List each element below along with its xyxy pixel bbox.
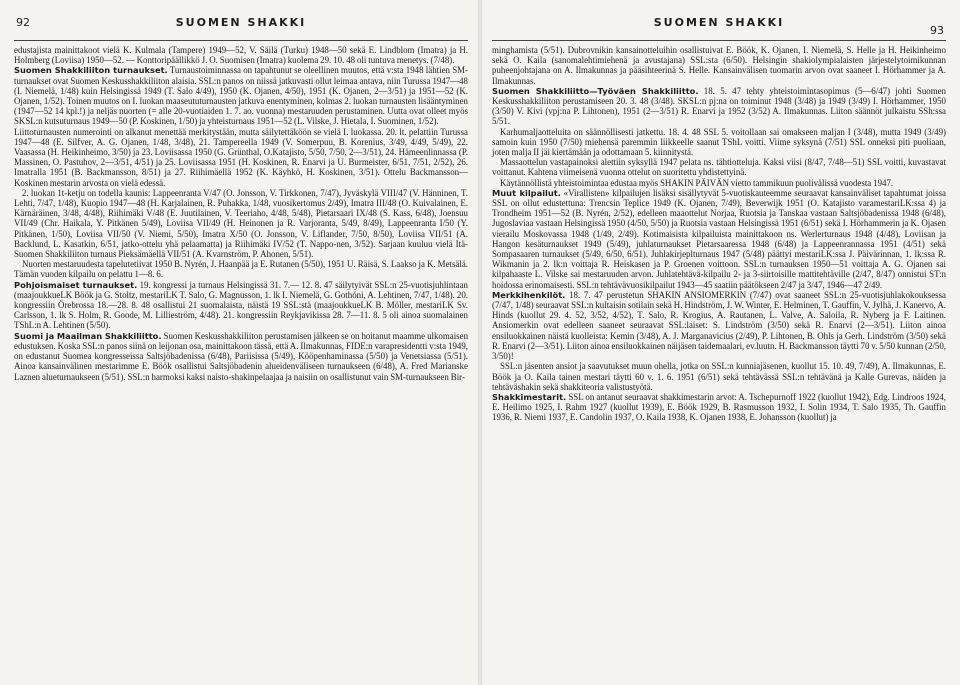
paragraph-text: minghamista (5/51). Dubrovnikin kansainotteluihin osallistuivat E. Böök, K. Ojanen, I. Niemelä, S. Helle ja H. Heikinheimo sekä O. Kaila (sanomalehtimiehenä ja avustajana) SSL:sta (6/50). Helsingin shakiolympialaisten järjestelytoimikunnan puheenjohtajana on A. Ilmakunnas ja pääsihteerinä S. Helle. Kansainvälisen tuomarin arvon ovat saaneet I. Hörhammer ja A. Ilmakunnas. (492, 45, 946, 86)
running-head: SUOMEN SHAKKI (653, 16, 785, 29)
paragraph (14, 65, 468, 126)
right-page (482, 0, 960, 685)
paragraph-text: edustajista mainittakoot vielä K. Kulmala (Tampere) 1949—52, V. Säilä (Turku) 1948—50 sekä E. Lindblom (Imatra) ja H. Holmberg (Loviisa) 1950—52. — Konttoripäällikkö J. O. Suomisen (Imatra) kuolema 29. 10. 48 oli tuntuva menetys. (7/48). (14, 45, 468, 66)
paragraph-text: 18. 7. 47 perustetun SHAKIN ANSIOMERKIN (7/47) ovat saaneet SSL:n 25-vuotisjuhlakokouksessa (7/47, 1/48) seuraavat SSL:n kultaisin sotilain sekä H. Hindström, J. W. Winter, E. Helminen, T. Gauffin, V. Jylhä, J. Kanervo, A. Hinds (kuollut 29. 4. 52, 3/52, 4/52), T. Salo, R. Krogius, A. Rautanen, L. Valve, A. Saloila, R. Nyberg ja F. Laitinen. Ansiomerkin ovat edelleen saaneet seuraavat SSL:laiset: S. Lindström (3/50) sekä R. Enarvi (2—3/51). Liiton ainoa ensiluokkainen näistä kuolleista: Kemin (3/48), A. J. Marganavicius (2/49), P. Lihtonen, B. Ohls ja Gerh. Lindström (3/50) sekä R. Enarvi (2—3/51). Liiton ainoa ensiluokkainen näijäsen taidemaalari, ev.luutn. H. Backmansson täytti 70 v. 5/50 kunnan (2/50, 3/50)! (492, 289, 946, 362)
page-number: 93 (930, 24, 944, 37)
paragraph (492, 86, 946, 127)
left-page (0, 0, 478, 685)
section-heading: Pohjoismaiset turnaukset. (14, 279, 138, 290)
section-heading: Suomen Shakkiliitto—Työväen Shakkiliitto. (492, 85, 699, 96)
section-heading: Suomi ja Maailman Shakkiliitto. (14, 330, 162, 341)
paragraph (14, 280, 468, 331)
paragraph (14, 188, 468, 259)
paragraph (492, 127, 946, 158)
paragraph (492, 157, 946, 177)
running-head: SUOMEN SHAKKI (175, 16, 307, 29)
paragraph (492, 45, 946, 86)
paragraph-text: Nuorten mestaruudesta tapelutetiivat 1950 B. Nyrén, J. Haanpää ja E. Rutanen (5/50), 1951 U. Räisä, S. Laakso ja K. Metsälä. Tämän vuoden kilpailu on pelattu 1—8. 6. (14, 259, 468, 280)
paragraph-text: Käytännöllistä yhteistoimintaa edustaa myös SHAKIN PÄIVÄN vietto tammikuun puolivälissä vuodesta 1947. (500, 177, 894, 188)
left-page-header (14, 14, 468, 40)
paragraph (14, 331, 468, 382)
paragraph-text: Suomen Keskusshakkiliiton perustamisen jälkeen se on hoitanut maamme ulkomaisen edustuksen. Koska SSL:n panos siinä on leijonan osa, mainittakoon tässä, että A. Ilmakunnas, FIDE:n varapresidentti v:sta 1949, on edustanut Suomea kongresseissa Saltsjöbadenissa (6/48), Pariisissa (5/49), Kööpenhaminassa (5/50) ja Venetsiassa (5/51). Ainoa kansainvälinen mestarimme E. Böök osallistui Saltsjöbadenin alueidenväliseen turnaukseen (6/48), A. Fred Marianske Laznen alueturnaukseen (5/51). SSL:n harmoksi kaksi naisto-shakinpelaajaa ja naisiin on osallistunut vain SM-turnaukseen Bir- (14, 330, 469, 382)
section-heading: Shakkimestarit. (492, 391, 567, 402)
paragraph-text: 19. kongressi ja turnaus Helsingissä 31. 7.— 12. 8. 47 säilytyivät SSL:n 25-vuotisjuhlintaan (maajoukkueLK Böök ja G. Stoltz, mestariLK T. Salo, G. Magnusson, 1. lk I. Niemelä, G. Gothóni, A. Lehtinen, 7/47, 1/48). 20. kongressiin Örebrossa 18.—28. 8. 48 osallistui 21 suomalaista, näistä 19 SSL:stä (maajoukkueLK B. Möller, mestariLK Sv. Carlsson, 1. lk S. Holm, R. Goode, M. Lillieström, 4/48). 21. kongressiin Reykjavikissa 28. 7—11. 8. 5 oli ainoa suomalainen TShL:n A. Lehtinen (5/50). (14, 279, 468, 331)
paragraph (492, 188, 946, 290)
section-heading: Merkkihenkilöt. (492, 289, 566, 300)
page-number: 92 (16, 16, 30, 29)
paragraph-text: «Virallisten» kilpailujen lisäksi sisällytyvät 5-vuotiskauteemme seuraavat kansainväliset tapahtumat joissa SSL on ollut edustettuna: Trencsin Teplice 1949 (K. Ojanen, 7/49), Beverwijk 1951 (O. Katajisto varamestariLK:ssa 4) ja Trondheim 1951—52 (B. Nyrén, 2/52), edelleen maaottelut Norjaa, Ruotsia ja Tanskaa vastaan Saltsjöbadenissa 1948 (6/48), Jugoslaviaa vastaan Helsingissä 1950 (4/50, 5/50) ja Ruotsia vastaan Helsingissä 1951 (6/51) sekä I. Hörhammerin ja K. Ojasen vierailu Moskovassa 1948 (1/49, 2/49). Kotimaisista kilpailuista mainittakoon ns. Werlerturnaus 1948 (4/48), Loviisan ja Hangon kesäturnaukset 1949 (5/49), juhlaturnaukset Pietarsaaressa 1948 (6/48) ja Lappeenrannassa 1951 (4/51) sekä Sompasaaren turnaukset (5/49, 6/50, 6/51). Juhlakirjeplturnaus 1947 (5/48) päättyi mestariLK:ssa J. Päivärinnan, 1. lk:ssa R. Wikmanin ja 2. lk:n voittaja R. Heiskasen ja P. Groenen voittoon. SSL:n turnauksen 1950—51 voittaja A. G. Ojanen sai kilpahaaste L. Vilske sai mestaruuden arvon. Juhlatehtävä-kilpailu 2- ja 3-siirtoisille mattitehtäville (2/47, 8/47) onnistui ST:n hoidossa erinomaisesti. SSL:n tehtävävuosikilpailut 1943—45 saatiin päätökseen 2/47 ja 3/47, 1946—47 2/49. (492, 187, 946, 290)
section-heading: Muut kilpailut. (492, 187, 561, 198)
paragraph (14, 45, 468, 65)
paragraph (492, 392, 946, 423)
paragraph (14, 127, 468, 188)
paragraph-text: SSL on antanut seuraavat shakkimestarin arvot: A. Tschepurnoff 1922 (kuollut 1942), Edg. Lindroos 1924, E. Heilimo 1925, I. Rahm 1927 (kuollut 1939), E. Böök 1929, B. Rasmusson 1932, I. Solin 1934, T. Salo 1935, Th. Gauffin 1936, R. Niemi 1937, E. Candolin 1937, O. Kaila 1938, K. Ojanen 1938, E. Johansson (kuollut) ja (492, 391, 946, 423)
paragraph (492, 178, 946, 188)
header-rule (492, 40, 946, 41)
paragraph (492, 361, 946, 392)
paragraph-text: Massaottelun vastapainoksi alettiin syksyllä 1947 pelata ns. tähtiotteluja. Kaksi viisi (8/47, 7/48—51) SSL voitti, kuvastavat voittanut. Kahtena viimeisenä vuonna ottelut on suoritettu yhdistettyinä. (492, 157, 946, 178)
paragraph-text: Liittoturnausten numerointi on alkanut menettää merkitystään, mutta säilytettäköön se vielä I. luokassa. 20. lt. pelattiin Turussa 1947—48 (E. Silfver, A. G. Ojanen, 1/48, 3/48), 21. Tampereella 1949 (V. Somerpuu, B. Korenius, 3/49, 4/49, 5/49), 22. Vaasassa (H. Heikinheimo, 3/50) ja 23. Loviisassa 1950 (G. Grünthal, O.Katajisto, 5/50, 7/50, 2—3/51), 24. Hämeenlinnassa (P. Massinen, O. Pastuhov, 2—3/51, 4/51) ja 25. Loviisassa 1951 (H. Koskinen, R. Enarvi ja U. Burmeister, 6/51, 7/51, 2/52), 26. Imatralla 1951 (B. Backmansson, 8/51) ja 27. Riihimäellä 1952 (K. Käyhkö, H. Koskinen, 3/51). Ottelu Backmansson—Koskinen mestarin arvosta on vielä edessä. (14, 126, 468, 188)
section-heading: Suomen Shakkiliiton turnaukset. (14, 65, 168, 76)
header-rule (14, 40, 468, 41)
paragraph-text: 18. 5. 47 tehty yhteistoimintasopimus (5—6/47) johti Suomen Keskusshakkiliiton perustamiseen 20. 3. 48 (3/48). SKSL:n pj:na on toiminut 1948 (3/48) ja 1949 (3/49) I. Hörhammer, 1950 (3/50) V. Kivi (vpj:na P. Lihtonen), 1951 (2—3/51) R. Enarvi ja 1952 (3/52) A. Ilmakunnas. Liiton säännöt julkaistu SSh:ssa 5/51. (492, 85, 946, 127)
paragraph-text: Turnaustoiminnassa on tapahtunut se oleellinen muutos, että v:sta 1948 lähtien SM-turnaukset ovat Suomen Keskusshakkiliiton alaisia. SSL:n panos on niissä jatkuvasti ollut leimaa antava, niin Turussa 1947—48 (I. Niemelä, 1/48) kuin Helsingissä 1949 (T. Salo 4/49), 1950 (K. Ojanen, 4/50), 1951 (K. Ojanen, 2—3/51) ja 1951—52 (K. Ojanen, 1/52). Toinen muutos on I. luokan maaseututurnausten jatkuva enentyminen, kolmas 2. luokan turnausten lisääntyminen (1947—52 14 kpl.!) ja neljäs nuorten (= alle 20-vuotiaiden 1. 7. ao. vuonna) mestaruuden perustaminen. Uutta ovat olleet myös SKSL:n kutsuturnaus 1949—50 (P. Koskinen, 1/50) ja yhteisturnaus 1951—52 (L. Vilske, J. Hietala, I. Suominen, 1/52). (14, 65, 468, 127)
paragraph (492, 290, 946, 361)
paragraph (14, 259, 468, 279)
paragraph-text: SSL:n jäsenten ansiot ja saavutukset muun ohella, jotka on SSL:n kunniajäsenen, kuollut 15. 10. 49, 7/49), A. Ilmakunnas, E. Böök ja O. Kaila tainen mestari täytti 60 v. 1. 6. 1951 (6/51) sekä tehtävässä SSL:n tehtävänä ja Kalle Gurevas, näiden ja tehtäväshakin sekä shakkiteoria valistustyötä. (492, 361, 946, 392)
right-page-header (492, 14, 946, 40)
paragraph-text: Karhumaljaotteluita on säännöllisesti jatkettu. 18. 4. 48 SSL 5. voitollaan sai omakseen maljan I (3/48), mutta 1949 (3/49) samoin kuin 1950 (7/50) miehensä paremmin liikkeelle saanut TShL voitti. Viime syksynä (7/51) SSL onneksi piti puoliaan, joten malja II jäi kiertämään ja odottamaan 5. kiinnitystä. (492, 126, 946, 158)
right-text-column (492, 45, 946, 423)
left-text-column (14, 45, 468, 382)
paragraph-text: 2. luokan 1t-ketju on todella kaunis: Lappeenranta V/47 (O. Jonsson, V. Tirkkonen, 7/47), Jyväskylä VIII/47 (V. Hänninen, T. Lehti, 7/47, 1/48), Kuopio 1947—48 (H. Karjalainen, R. Puhakka, 1/48, vuosikertomus 2/49), Imatra III/48 (O. Kuivalainen, E. Kärnäräinen, 3/48, 4/48), Riihimäki V/48 (E. Juutilainen, V. Teeriaho, 4/48, 5/48), Pietarsaari IX/48 (S. Kass, 6/48), Joensuu VII/49 (Chr. Haikala, Y. Pitkänen 5/49), Loviisa VII/49 (H. Heinonen ja R. Varjoranta, 5/49, 8/49), Lappeenranta I/50 (Y. Pitkänen, 1/50), Loviisa VII/50 (V. Niemi, 5/50), Imatra X/50 (O. Jonsson, V. Liflander, 7/50, 8/50), Loviisa VII/51 (A. Backlund, L. Kasatkin, 6/51, jatko-ottelu yhä pelaamatta) ja Riihimäki IV/52 (T. Nappo-nen, 3/52). Sarjaan kuuluu vielä Itä-Suomen Shakkiliiton turnaus Pieksämäellä VII/51 (A. Kvarnström, P. Ahonen, 5/51). (14, 187, 468, 260)
